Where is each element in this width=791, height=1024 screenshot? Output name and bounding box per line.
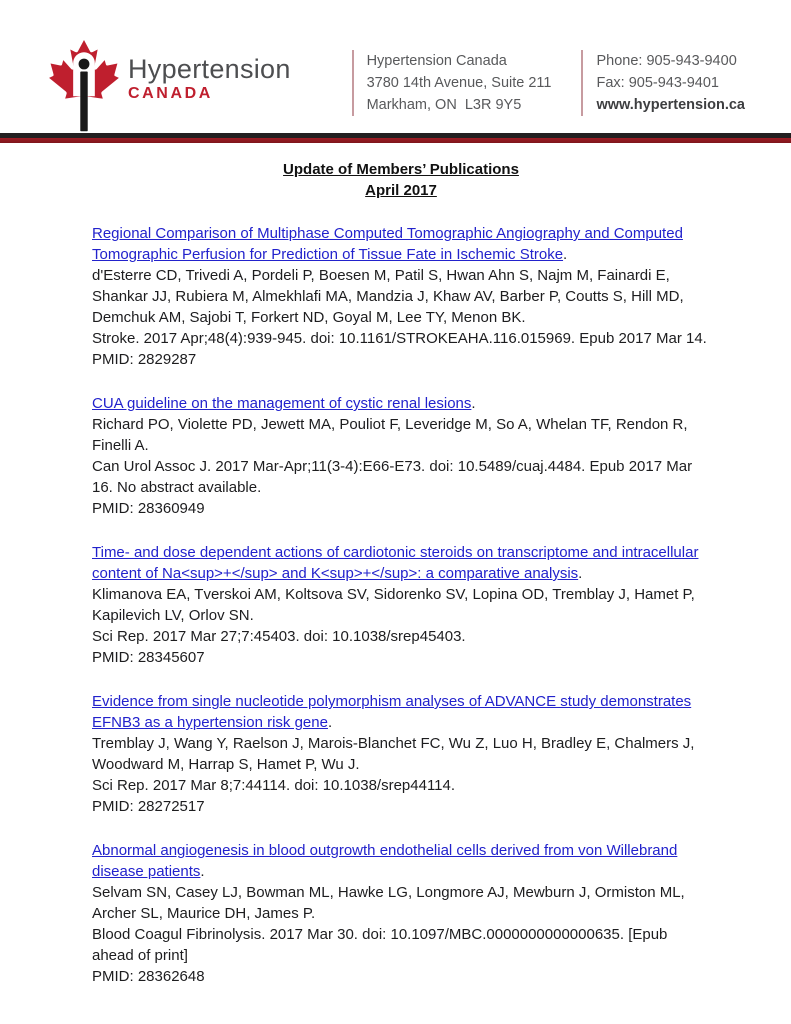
publication-citation: Sci Rep. 2017 Mar 8;7:44114. doi: 10.1038/srep44114. [92,777,456,794]
address-block [352,50,552,116]
page-subtitle: April 2017 [365,182,437,199]
fax-number: Fax: 905-943-9401 [596,75,719,91]
publication-authors: Richard PO, Violette PD, Jewett MA, Pouliot F, Leveridge M, So A, Whelan TF, Rendon R, Finelli A. [92,416,688,454]
publication-entry [92,840,710,987]
publication-title [92,223,710,265]
publication-title-period: . [563,246,568,263]
publication-title-period: . [578,565,583,582]
publication-entry [92,223,710,370]
publication-citation: Blood Coagul Fibrinolysis. 2017 Mar 30. doi: 10.1097/MBC.0000000000000635. [Epub ahead of print] [92,926,668,964]
brand-name: Hypertension [128,54,291,84]
publication-pmid: PMID: 28360949 [92,500,205,517]
publication-citation: Sci Rep. 2017 Mar 27;7:45403. doi: 10.1038/srep45403. [92,628,466,645]
address-line-2: 3780 14th Avenue, Suite 211 [366,75,552,91]
publication-authors: Klimanova EA, Tverskoi AM, Koltsova SV, Sidorenko SV, Lopina OD, Tremblay J, Hamet P, Kapilevich LV, Orlov SN. [92,586,695,624]
publication-citation: Stroke. 2017 Apr;48(4):939-945. doi: 10.1161/STROKEAHA.116.015969. Epub 2017 Mar 14. [92,330,707,347]
publication-entry [92,691,710,817]
publication-authors: d'Esterre CD, Trivedi A, Pordeli P, Boesen M, Patil S, Hwan Ahn S, Najm M, Fainardi E, Shankar JJ, Rubiera M, Almekhlafi MA, Mandzia J, Khaw AV, Barber P, Coutts S, Hill MD, Demchuk AM, Sajobi T, Forkert ND, Goyal M, Lee TY, Menon BK. [92,267,684,326]
publication-pmid: PMID: 28362648 [92,968,205,985]
publication-title-link[interactable]: Abnormal angiogenesis in blood outgrowth endothelial cells derived from von Willebrand disease patients [92,842,678,880]
publication-title [92,691,710,733]
publication-title-period: . [200,863,205,880]
publication-title [92,393,710,414]
publication-authors: Tremblay J, Wang Y, Raelson J, Marois-Blanchet FC, Wu Z, Luo H, Bradley E, Chalmers J, Woodward M, Harrap S, Hamet P, Wu J. [92,735,695,773]
publication-authors: Selvam SN, Casey LJ, Bowman ML, Hawke LG, Longmore AJ, Mewburn J, Ormiston ML, Archer SL, Maurice DH, James P. [92,884,685,922]
contact-block [581,50,745,116]
brand-country: CANADA [128,85,213,102]
publication-title-link[interactable]: Evidence from single nucleotide polymorphism analyses of ADVANCE study demonstrates EFNB3 as a hypertension risk gene [92,693,692,731]
phone-number: Phone: 905-943-9400 [596,53,737,69]
publication-title-link[interactable]: Time- and dose dependent actions of cardiotonic steroids on transcriptome and intracellular content of Na<sup>+</sup> and K<sup>+</sup>: a comparative analysis [92,544,699,582]
publication-pmid: PMID: 28272517 [92,798,205,815]
publication-pmid: PMID: 2829287 [92,351,197,368]
publication-title-link[interactable]: Regional Comparison of Multiphase Computed Tomographic Angiography and Computed Tomographic Perfusion for Prediction of Tissue Fate in Ischemic Stroke [92,225,683,263]
website-url: www.hypertension.ca [596,97,745,113]
hypertension-canada-logo [44,38,291,134]
publication-title-link[interactable]: CUA guideline on the management of cystic renal lesions [92,395,472,412]
publication-title-period: . [471,395,476,412]
publication-entry [92,542,710,668]
maple-leaf-person-icon [44,38,124,134]
letterhead [0,0,791,133]
page-title: Update of Members’ Publications [283,161,519,178]
publication-citation: Can Urol Assoc J. 2017 Mar-Apr;11(3-4):E66-E73. doi: 10.5489/cuaj.4484. Epub 2017 Mar 16. No abstract available. [92,458,693,496]
address-line-1: Hypertension Canada [366,53,507,69]
publication-title [92,542,710,584]
address-line-3: Markham, ON L3R 9Y5 [366,97,522,113]
publication-pmid: PMID: 28345607 [92,649,205,666]
publication-title [92,840,710,882]
publication-entry [92,393,710,519]
brand-wordmark [128,56,291,102]
publications-list [0,143,710,987]
document-heading [92,159,710,201]
publication-title-period: . [327,714,333,731]
